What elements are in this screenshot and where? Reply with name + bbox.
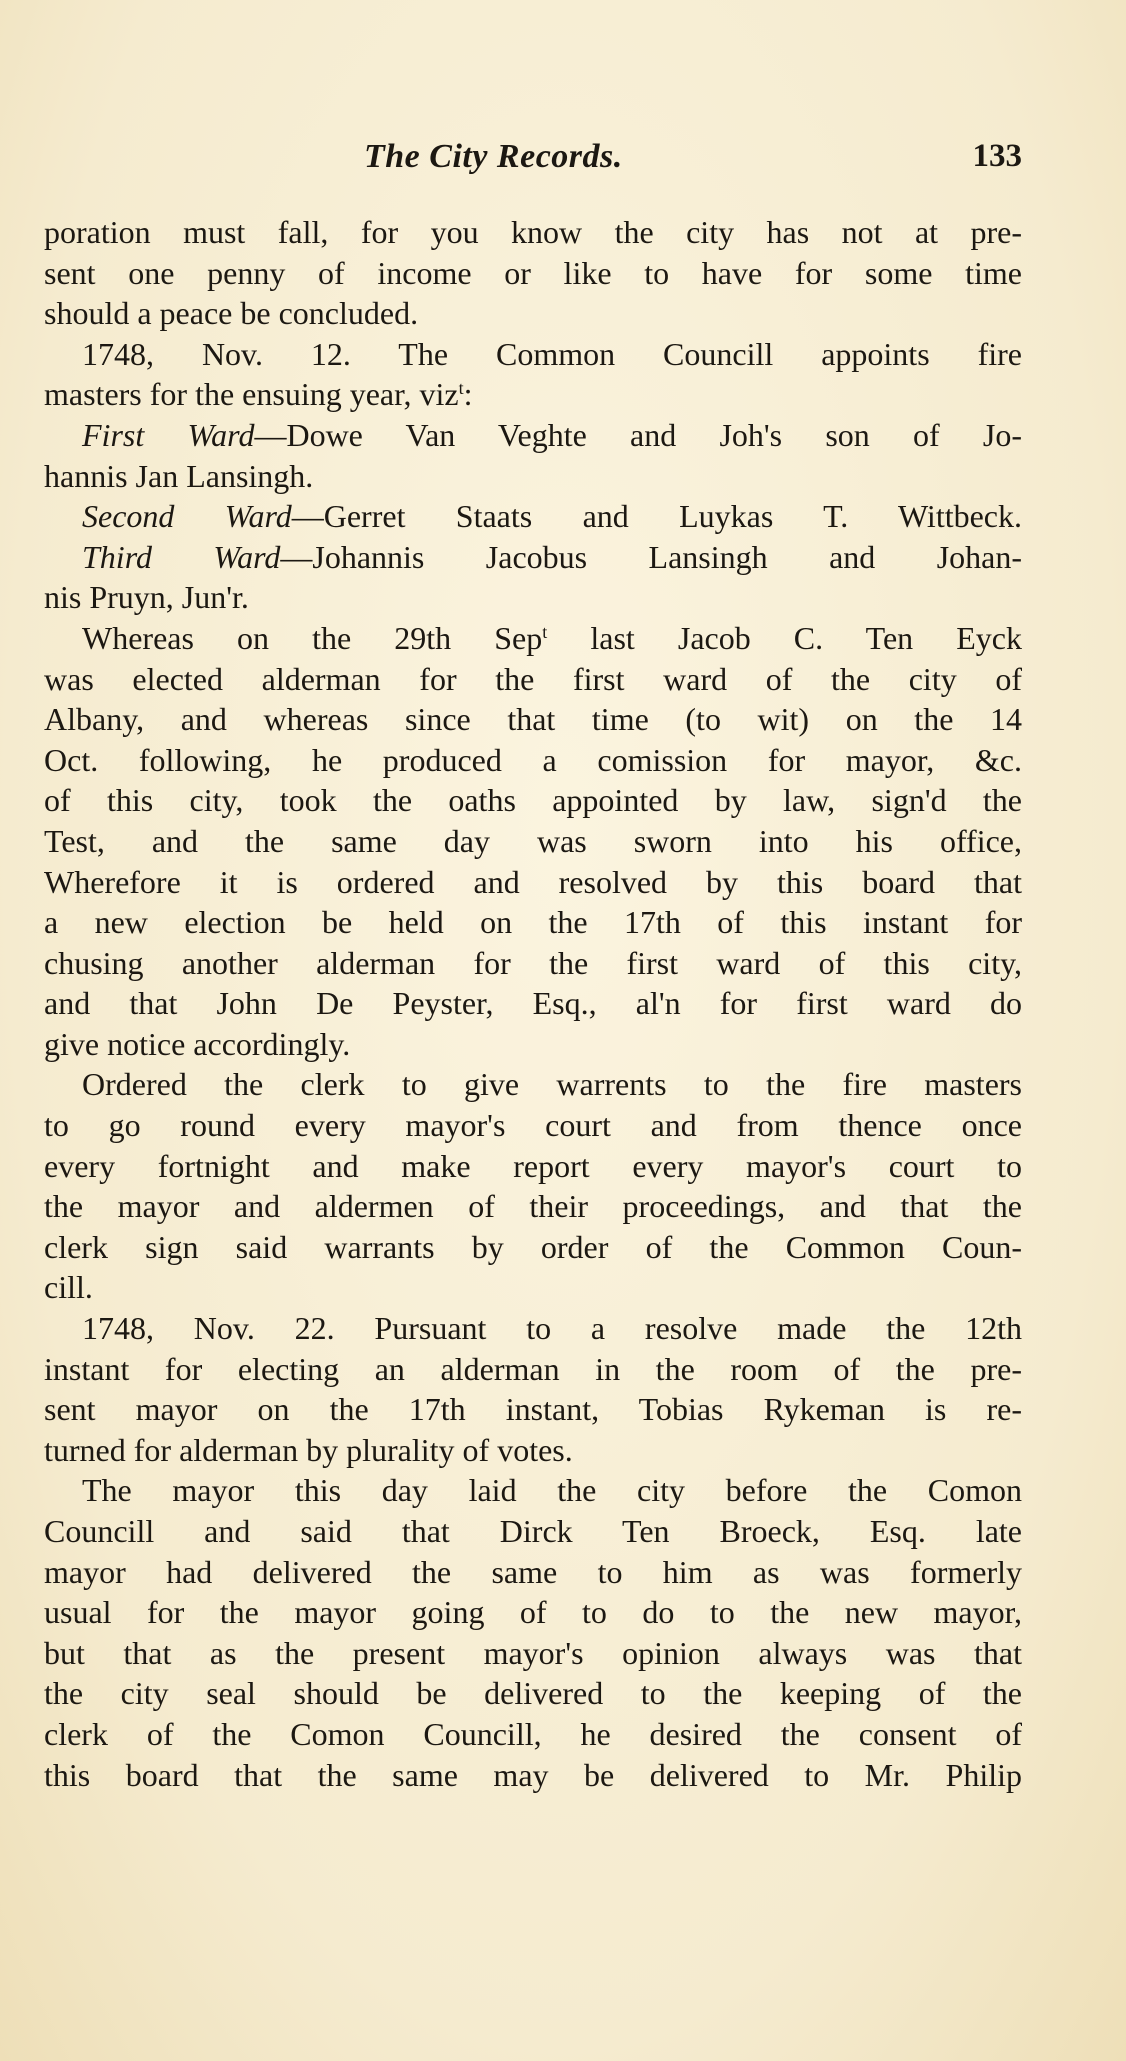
- text-line: but that as the present mayor's opinion always was that: [44, 1634, 1022, 1671]
- text-line: Oct. following, he produced a comission for mayor, &c.: [44, 741, 1022, 778]
- page-number: 133: [972, 138, 1022, 174]
- text-line: poration must fall, for you know the city has not at pre-: [44, 214, 1022, 250]
- text-line: clerk of the Comon Councill, he desired the consent of: [44, 1715, 1022, 1752]
- text-line: Councill and said that Dirck Ten Broeck, Esq. late: [44, 1513, 1022, 1549]
- text-line: give notice accordingly.: [44, 1025, 351, 1062]
- ward-label: Second Ward: [82, 498, 292, 535]
- text-line: the city seal should be delivered to the keeping of the: [44, 1675, 1022, 1712]
- text-line: a new election be held on the 17th of this instant for: [44, 904, 1022, 941]
- text-line: Second Ward—Gerret Staats and Luykas T. Wittbeck.: [82, 498, 1022, 535]
- text-line: nis Pruyn, Jun'r.: [44, 579, 249, 616]
- ward-label: Third Ward: [82, 538, 281, 575]
- text-line: Test, and the same day was sworn into his office,: [44, 822, 1022, 859]
- text-line: was elected alderman for the first ward of the city of: [44, 660, 1022, 697]
- text-line: Albany, and whereas since that time (to wit) on the 14: [44, 701, 1022, 738]
- text-line: masters for the ensuing year, viz$^t$:: [44, 376, 473, 413]
- body-text: [44, 212, 1022, 1795]
- text-line: this board that the same may be delivered to Mr. Philip: [44, 1756, 1022, 1793]
- ward-label: First Ward: [82, 416, 255, 453]
- text-line: of this city, took the oaths appointed by law, sign'd the: [44, 782, 1022, 819]
- text-line: First Ward—Dowe Van Veghte and Joh's son of Jo-: [82, 416, 1022, 453]
- text-line: usual for the mayor going of to do to the new mayor,: [44, 1594, 1022, 1631]
- text-line: and that John De Peyster, Esq., al'n for first ward do: [44, 985, 1022, 1022]
- text-line: Whereas on the 29th Sep$^t$ last Jacob C. Ten Eyck: [82, 619, 1022, 656]
- text-line: Ordered the clerk to give warrents to the fire masters: [82, 1066, 1022, 1103]
- running-title: The City Records.: [364, 138, 623, 175]
- text-line: every fortnight and make report every mayor's court to: [44, 1147, 1022, 1184]
- text-line: sent one penny of income or like to have for some time: [44, 254, 1022, 291]
- text-line: should a peace be concluded.: [44, 295, 419, 332]
- text-line: 1748, Nov. 12. The Common Councill appoints fire: [82, 335, 1022, 372]
- text-line: mayor had delivered the same to him as was formerly: [44, 1553, 1022, 1590]
- text-line: The mayor this day laid the city before the Comon: [82, 1472, 1022, 1509]
- text-line: turned for alderman by plurality of votes.: [44, 1431, 573, 1468]
- text-line: cill.: [44, 1269, 93, 1306]
- text-line: Wherefore it is ordered and resolved by this board that: [44, 863, 1022, 900]
- text-line: chusing another alderman for the first ward of this city,: [44, 944, 1022, 981]
- text-line: Third Ward—Johannis Jacobus Lansingh and Johan-: [82, 538, 1022, 575]
- text-line: 1748, Nov. 22. Pursuant to a resolve made the 12th: [82, 1310, 1022, 1347]
- text-line: sent mayor on the 17th instant, Tobias Rykeman is re-: [44, 1391, 1022, 1428]
- page-header: [44, 138, 1022, 184]
- text-line: to go round every mayor's court and from thence once: [44, 1107, 1022, 1144]
- text-line: instant for electing an alderman in the room of the pre-: [44, 1350, 1022, 1387]
- text-line: hannis Jan Lansingh.: [44, 457, 314, 494]
- text-line: clerk sign said warrants by order of the Common Coun-: [44, 1228, 1022, 1265]
- text-line: the mayor and aldermen of their proceedings, and that the: [44, 1188, 1022, 1225]
